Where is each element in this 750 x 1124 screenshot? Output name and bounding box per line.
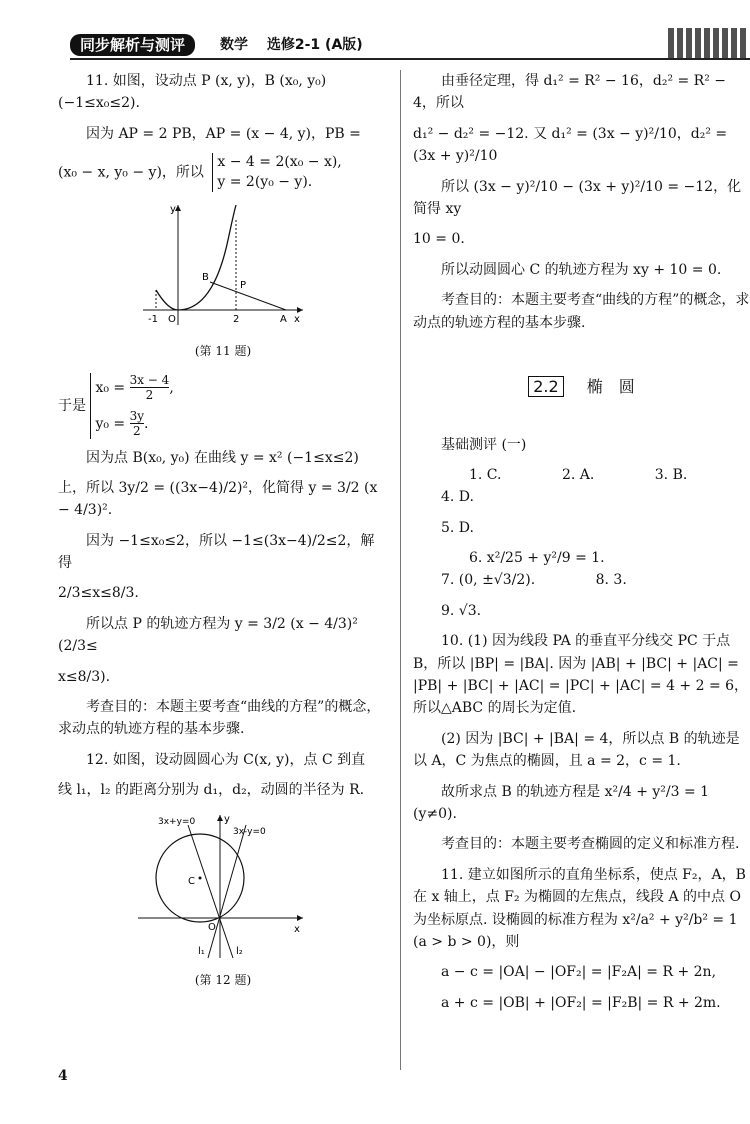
subject-label: 数学 xyxy=(220,37,248,53)
q11-vector-cont xyxy=(58,153,388,192)
fig11-label-o: O xyxy=(168,314,176,326)
edition-label: 选修2-1 (A版) xyxy=(266,37,363,53)
answer-3: 3. B. xyxy=(654,466,688,483)
answer-4: 4. D. xyxy=(441,489,474,506)
left-column xyxy=(58,70,388,1002)
q10-purpose: 考查目的：本题主要考查椭圆的定义和标准方程. xyxy=(441,836,740,853)
d-difference: d₁² − d₂² = −12. 又 d₁² = (3x − y)²/10，d₂² = (3x + y)²/10 xyxy=(413,125,728,165)
fig12-label-line2: 3x-y=0 xyxy=(233,826,266,837)
trajectory-result: 所以动圆圆心 C 的轨迹方程为 xy + 10 = 0. xyxy=(441,261,722,278)
fig11-label-b: B xyxy=(202,272,209,284)
answer-7: 7. (0, ±√3/2). xyxy=(441,572,536,589)
q11-system xyxy=(212,153,341,192)
fig11-label-a: A xyxy=(280,314,287,326)
figure-11 xyxy=(58,200,388,361)
fig11-label-neg1: -1 xyxy=(148,314,158,326)
header-rule xyxy=(70,58,750,60)
figure-12 xyxy=(58,810,388,991)
q11-system-eq1: x − 4 = 2(x₀ − x), xyxy=(217,154,342,171)
simplify-result: 10 = 0. xyxy=(413,231,465,248)
answer-1: 1. C. xyxy=(469,466,502,483)
right-column xyxy=(413,70,750,1022)
q11-intro: 11. 如图，设动点 P (x, y)，B (x₀, y₀) (−1≤x₀≤2). xyxy=(58,73,327,112)
header-dot-pattern xyxy=(668,28,748,58)
section-number: 2.2 xyxy=(528,376,563,397)
q12-purpose: 考查目的：本题主要考查“曲线的方程”的概念，求动点的轨迹方程的基本步骤. xyxy=(413,292,750,331)
fig12-label-o: O xyxy=(208,921,216,933)
answer-8: 8. 3. xyxy=(595,572,627,589)
q10-equation: 故所求点 B 的轨迹方程是 x²/4 + y²/3 = 1 (y≠0). xyxy=(413,783,710,822)
answer-6: 6. x²/25 + y²/9 = 1. xyxy=(469,550,605,567)
fig12-label-y: y xyxy=(224,813,230,825)
so-y0-num: 3y xyxy=(129,408,145,423)
simplify-line: 所以 (3x − y)²/10 − (3x + y)²/10 = −12，化简得 xy xyxy=(413,178,742,217)
fig11-label-y: y xyxy=(170,204,176,216)
q11b-eq2: a + c = |OB| + |OF₂| = |F₂B| = R + 2m. xyxy=(441,994,721,1011)
q11b-eq1: a − c = |OA| − |OF₂| = |F₂A| = R + 2n, xyxy=(441,964,717,981)
q12-line2: 线 l₁，l₂ 的距离分别为 d₁，d₂，动圆的半径为 R. xyxy=(58,782,365,799)
section-title: 椭 圆 xyxy=(586,376,635,396)
trajectory-line1: 所以点 P 的轨迹方程为 y = 3/2 (x − 4/3)² (2/3≤ xyxy=(58,615,358,655)
q11-vector: 因为 AP = 2 PB，AP = (x − 4, y)，PB = xyxy=(86,125,361,142)
q11b-setup: 11. 建立如图所示的直角坐标系，使点 F₂，A，B 在 x 轴上，点 F₂ 为椭圆的左焦点，线段 A 的中点 O 为坐标原点. 设椭圆的标准方程为 x²/a² + y²/b² = 1 (a > b > 0)，则 xyxy=(413,866,746,950)
fig11-label-p: P xyxy=(240,280,247,292)
so-y0-frac xyxy=(130,409,144,439)
range-line1: 因为 −1≤x₀≤2，所以 −1≤(3x−4)/2≤2，解得 xyxy=(58,532,375,572)
range-line2: 2/3≤x≤8/3. xyxy=(58,585,139,602)
figure-12-caption: (第 12 题) xyxy=(194,972,252,987)
fig11-label-x: x xyxy=(294,314,300,326)
series-title: 同步解析与测评 xyxy=(70,34,195,56)
figure-11-graph xyxy=(138,200,308,330)
so-system xyxy=(58,373,388,439)
answer-9: 9. √3. xyxy=(441,602,482,619)
chord-theorem: 由垂径定理，得 d₁² = R² − 16，d₂² = R² − 4，所以 xyxy=(413,73,727,112)
fig11-label-2: 2 xyxy=(233,314,240,326)
so-x0-frac xyxy=(130,373,170,403)
fig12-label-l1: l₁ xyxy=(198,945,205,957)
fig12-label-x: x xyxy=(294,923,300,935)
q12-line1: 12. 如图，设动圆圆心为 C(x, y)，点 C 到直 xyxy=(86,751,366,768)
figure-11-caption: (第 11 题) xyxy=(194,343,252,358)
so-x0-num: 3x − 4 xyxy=(129,372,170,387)
so-x0-row: x₀ = $\frac{3x - 4}{2}$ , xyxy=(95,372,174,403)
so-y0-den: 2 xyxy=(130,423,144,438)
page-header xyxy=(70,28,750,60)
section-heading xyxy=(413,374,750,400)
q11-vector-cont-text: (x₀ − x, y₀ − y)，所以 xyxy=(58,164,204,181)
so-system-block xyxy=(90,373,173,439)
basic-test-title: 基础测评 (一) xyxy=(441,436,527,453)
q10-part2: (2) 因为 |BC| + |BA| = 4，所以点 B 的轨迹是以 A，C 为焦点的椭圆，且 a = 2，c = 1. xyxy=(413,730,740,770)
answer-2: 2. A. xyxy=(561,466,595,483)
curve-line2: 上，所以 3y/2 = ((3x−4)/2)²，化简得 y = 3/2 (x − 4/3)². xyxy=(58,479,378,519)
answers-row-1 xyxy=(413,464,750,509)
fig12-label-c: C xyxy=(188,875,195,887)
q11-system-eq2: y = 2(y₀ − y). xyxy=(217,173,313,190)
trajectory-line2: x≤8/3). xyxy=(58,668,111,685)
figure-12-graph xyxy=(138,810,308,960)
fig12-label-l2: l₂ xyxy=(236,945,243,957)
column-divider xyxy=(400,70,401,1070)
header-subtitle xyxy=(220,34,377,56)
q10-part1: 10. (1) 因为线段 PA 的垂直平分线交 PC 于点 B，所以 |BP| = |BA|. 因为 |AB| + |BC| + |AC| = |PB| + |BC| + |AC| = |PC| + |AC| = 4 + 2 = 6，所以△ABC 的周长为定值. xyxy=(413,633,749,717)
page-number: 4 xyxy=(58,1068,68,1084)
answer-5: 5. D. xyxy=(441,519,474,536)
fig12-label-line1: 3x+y=0 xyxy=(158,816,196,827)
answers-row-3 xyxy=(413,547,750,592)
so-prefix: 于是 xyxy=(58,397,86,414)
q11-purpose: 考查目的：本题主要考查“曲线的方程”的概念，求动点的轨迹方程的基本步骤. xyxy=(58,699,381,738)
so-y0-row: y₀ = $\frac{3y}{2}$ . xyxy=(95,408,149,439)
curve-line1: 因为点 B(x₀, y₀) 在曲线 y = x² (−1≤x≤2) xyxy=(86,449,359,466)
so-x0-den: 2 xyxy=(130,387,170,402)
